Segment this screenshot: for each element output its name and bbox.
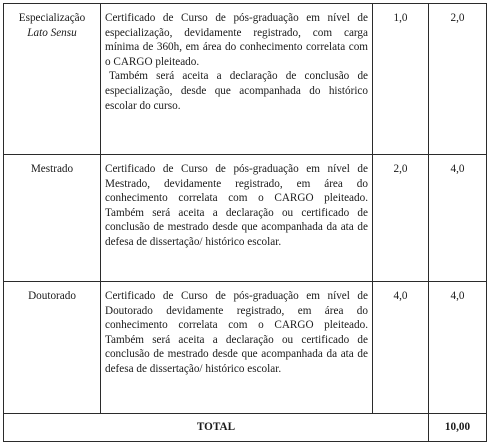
degree-type-label: Mestrado [30, 163, 74, 175]
degree-type-label: Especialização [18, 12, 86, 24]
table-row-especializacao [4, 4, 487, 155]
table-row-total [4, 414, 487, 442]
degree-description: Certificado de Curso de pós-graduação em nível de Doutorado devidamente registrado, em área do conhecimento correlata com o CARGO pleiteado. Também será aceita a declaração ou certificado de conclusão de mestrado desde que acompanhada da ata de defesa de dissertação/ histórico escolar. [105, 290, 368, 375]
table-row-mestrado [4, 155, 487, 282]
unit-score: 4,0 [393, 290, 408, 302]
unit-score: 2,0 [393, 163, 408, 175]
unit-score-cell [373, 282, 429, 414]
unit-score: 1,0 [393, 12, 408, 24]
degree-description-cell [101, 4, 373, 155]
degree-type-sublabel: Lato Sensu [27, 26, 77, 39]
degree-type-label: Doutorado [28, 290, 76, 302]
unit-score-cell [373, 4, 429, 155]
total-label: TOTAL [196, 421, 236, 434]
max-score: 2,0 [450, 12, 465, 24]
degree-description-cell [101, 282, 373, 414]
max-score: 4,0 [450, 290, 465, 302]
degree-type-cell [4, 155, 101, 282]
max-score-cell [429, 4, 487, 155]
total-label-cell [4, 414, 429, 442]
degree-description-note: Também será aceita a declaração de conclusão de especialização, desde que acompanhada do histórico escolar do curso. [105, 70, 368, 112]
degree-description-cell [101, 155, 373, 282]
degree-description: Certificado de Curso de pós-graduação em nível de especialização, devidamente registrado, com carga mínima de 360h, em área do conhecimento correlata com o CARGO pleiteado. [105, 12, 368, 68]
degree-description: Certificado de Curso de pós-graduação em nível de Mestrado, devidamente registrado, em área do conhecimento correlata com o CARGO pleiteado. Também será aceita a declaração ou certificado de conclusão de mestrado desde que acompanhada da ata de defesa de dissertação/ histórico escolar. [105, 163, 368, 248]
degree-type-cell [4, 4, 101, 155]
total-value: 10,00 [444, 421, 471, 434]
degree-type-cell [4, 282, 101, 414]
table-row-doutorado [4, 282, 487, 414]
unit-score-cell [373, 155, 429, 282]
max-score-cell [429, 282, 487, 414]
max-score-cell [429, 155, 487, 282]
titles-score-table [3, 3, 487, 442]
max-score: 4,0 [450, 163, 465, 175]
total-value-cell [429, 414, 487, 442]
